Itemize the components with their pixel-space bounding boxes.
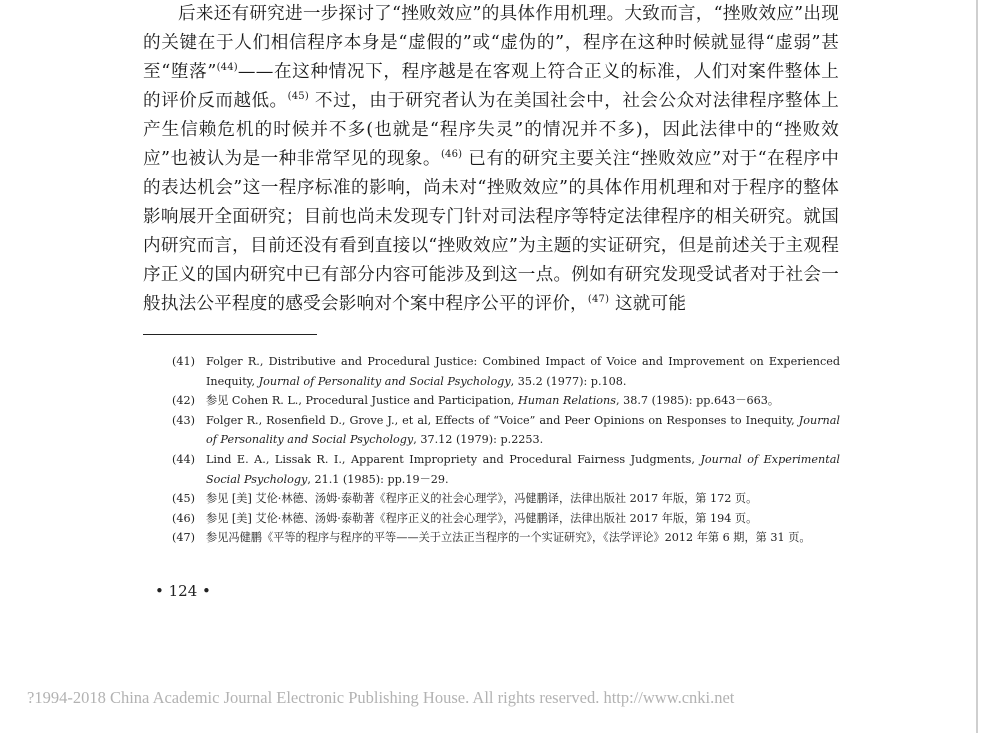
paragraph-segment-3: 不过，由于研究者认为在美国社会中，社会公众对法律程序整体上产生信赖危机的时候并不多(也就是“程序失灵”的情况并不多)，因此法律中的“挫败效应”也被认为是一种非常罕见的现象。 bbox=[143, 91, 839, 169]
footnote-45 bbox=[172, 489, 840, 509]
paragraph-segment-5: 这就可能 bbox=[609, 294, 687, 314]
footnote-text: 参见 [美] 艾伦·林德、汤姆·泰勒著《程序正义的社会心理学》，冯健鹏译，法律出版社 2017 年版，第 194 页。 bbox=[206, 511, 758, 525]
footnote-journal: Journal of Experimental Social Psychology bbox=[206, 452, 840, 486]
footnote-number: (41) bbox=[172, 355, 195, 368]
footnote-journal: Human Relations bbox=[517, 394, 616, 408]
footnote-46 bbox=[172, 509, 840, 529]
footnote-citation: Lind E. A., Lissak R. I., Apparent Impropriety and Procedural Fairness Judgments, bbox=[206, 452, 701, 466]
footnote-ref-47[interactable]: (47) bbox=[587, 294, 610, 306]
paragraph-segment-4: 已有的研究主要关注“挫败效应”对于“在程序中的表达机会”这一程序标准的影响，尚未对“挫败效应”的具体作用机理和对于程序的整体影响展开全面研究；目前也尚未发现专门针对司法程序等特定法律程序的相关研究。就国内研究而言，目前还没有看到直接以“挫败效应”为主题的实证研究，但是前述关于主观程序正义的国内研究中已有部分内容可能涉及到这一点。例如有研究发现受试者对于社会一般执法公平程度的感受会影响对个案中程序公平的评价， bbox=[143, 149, 839, 314]
footnote-volume: , 35.2 (1977): p.108. bbox=[510, 374, 627, 388]
footnote-ref-45[interactable]: (45) bbox=[287, 91, 309, 103]
copyright-watermark: ?1994-2018 China Academic Journal Electronic Publishing House. All rights reserved. http://www.cnki.net bbox=[27, 688, 735, 707]
footnote-text bbox=[206, 352, 840, 391]
footnote-number: (45) bbox=[172, 492, 195, 506]
footnote-number: (46) bbox=[172, 511, 195, 525]
footnote-ref-46[interactable]: (46) bbox=[440, 149, 463, 161]
footnote-citation: 参见 Cohen R. L., Procedural Justice and Participation, bbox=[206, 394, 518, 408]
footnote-citation: Folger R., Rosenfield D., Grove J., et al, Effects of “Voice” and Peer Opinions on Responses to Inequity, bbox=[206, 413, 799, 427]
footnote-citation: Folger R., Distributive and Procedural Justice: Combined Impact of Voice and Improvement on Experienced Inequity, bbox=[206, 355, 840, 388]
footnote-number: (47) bbox=[172, 531, 195, 545]
paragraph-text bbox=[143, 0, 839, 319]
page-number: • 124 • bbox=[155, 582, 211, 600]
footnote-volume: , 37.12 (1979): p.2253. bbox=[413, 433, 544, 447]
footnote-text: 参见 [美] 艾伦·林德、汤姆·泰勒著《程序正义的社会心理学》，冯健鹏译，法律出版社 2017 年版，第 172 页。 bbox=[206, 492, 758, 506]
footnote-separator bbox=[143, 334, 317, 335]
footnote-journal: Journal of Personality and Social Psychology bbox=[258, 374, 511, 388]
footnote-44 bbox=[172, 450, 840, 489]
paragraph-segment-1: 后来还有研究进一步探讨了“挫败效应”的具体作用机理。大致而言，“挫败效应”出现的关键在于人们相信程序本身是“虚假的”或“虚伪的”，程序在这种时候就显得“虚弱”甚至“堕落” bbox=[143, 4, 839, 82]
footnote-journal: Journal of Personality and Social Psychology bbox=[206, 413, 840, 447]
footnote-text bbox=[206, 450, 840, 489]
footnote-text: 参见冯健鹏《平等的程序与程序的平等——关于立法正当程序的一个实证研究》，《法学评论》2012 年第 6 期，第 31 页。 bbox=[206, 531, 811, 545]
footnote-text bbox=[206, 411, 840, 450]
footnote-42 bbox=[172, 391, 840, 411]
footnote-number: (44) bbox=[172, 452, 195, 466]
footnote-text bbox=[206, 391, 840, 411]
footnote-ref-44[interactable]: (44) bbox=[216, 62, 238, 74]
footnote-number: (43) bbox=[172, 413, 195, 427]
paragraph-segment-2: ——在这种情况下，程序越是在客观上符合正义的标准，人们对案件整体上的评价反而越低。 bbox=[143, 62, 839, 111]
footnote-41 bbox=[172, 352, 840, 391]
footnote-volume: , 38.7 (1985): pp.643－663。 bbox=[616, 394, 780, 408]
footnote-47 bbox=[172, 528, 840, 548]
body-paragraph bbox=[143, 0, 839, 319]
footnote-number: (42) bbox=[172, 394, 195, 408]
footnote-volume: , 21.1 (1985): pp.19－29. bbox=[307, 472, 449, 486]
footnote-list bbox=[172, 352, 840, 548]
footnote-43 bbox=[172, 411, 840, 450]
